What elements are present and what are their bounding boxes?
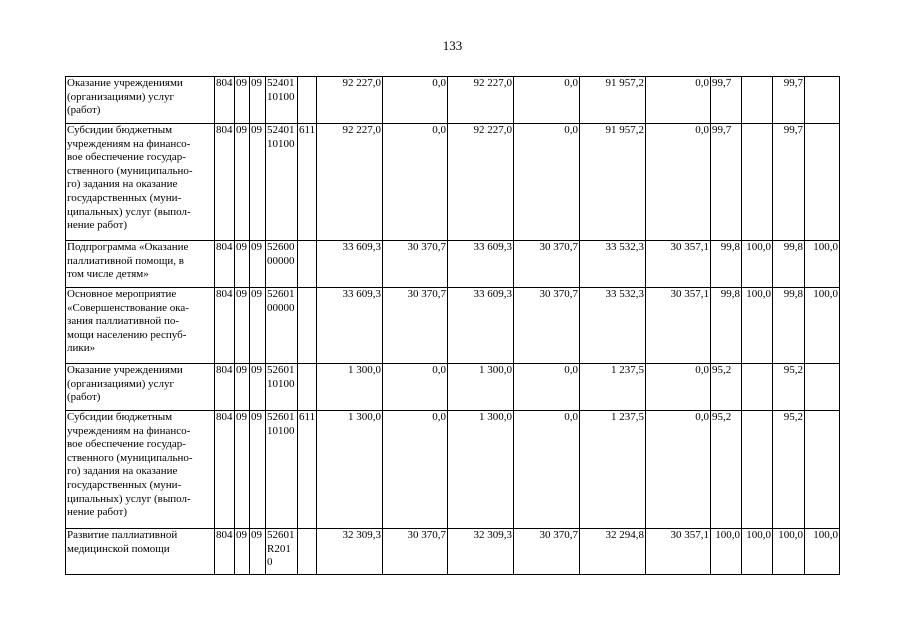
- value-cell: 0,0: [514, 124, 580, 241]
- value-cell: 1 300,0: [448, 364, 514, 411]
- percent-cell: 99,7: [773, 77, 805, 124]
- value-cell: 0,0: [646, 124, 711, 241]
- value-cell: 33 609,3: [448, 288, 514, 364]
- percent-cell: 100,0: [742, 288, 773, 364]
- pr-code-cell: 09: [250, 124, 266, 241]
- value-cell: 1 237,5: [580, 411, 646, 529]
- row-name-cell: Оказание учреждениями (организациями) услуг (работ): [66, 77, 215, 124]
- value-cell: 30 357,1: [646, 288, 711, 364]
- percent-cell: 100,0: [805, 241, 840, 288]
- vr-code-cell: [298, 364, 317, 411]
- percent-cell: 99,8: [711, 288, 742, 364]
- ved-code-cell: 804: [215, 77, 235, 124]
- vr-code-cell: [298, 241, 317, 288]
- value-cell: 0,0: [383, 411, 448, 529]
- value-cell: 30 370,7: [383, 288, 448, 364]
- table-row: [66, 241, 840, 288]
- value-cell: 30 357,1: [646, 529, 711, 575]
- vr-code-cell: 611: [298, 124, 317, 241]
- csr-code-cell: 52401 10100: [266, 124, 298, 241]
- value-cell: 33 609,3: [317, 288, 383, 364]
- value-cell: 0,0: [646, 77, 711, 124]
- percent-cell: 99,7: [711, 124, 742, 241]
- table-row: [66, 411, 840, 529]
- value-cell: 30 357,1: [646, 241, 711, 288]
- ved-code-cell: 804: [215, 288, 235, 364]
- value-cell: 0,0: [383, 364, 448, 411]
- row-name-cell: Подпрограмма «Оказание паллиативной помощи, в том числе детям»: [66, 241, 215, 288]
- row-name-cell: Оказание учреждениями (организациями) услуг (работ): [66, 364, 215, 411]
- value-cell: 32 294,8: [580, 529, 646, 575]
- percent-cell: 95,2: [711, 364, 742, 411]
- value-cell: 1 300,0: [448, 411, 514, 529]
- rz-code-cell: 09: [235, 288, 250, 364]
- value-cell: 91 957,2: [580, 77, 646, 124]
- value-cell: 33 609,3: [317, 241, 383, 288]
- csr-code-cell: 52601 00000: [266, 288, 298, 364]
- value-cell: 0,0: [646, 364, 711, 411]
- percent-cell: [805, 364, 840, 411]
- vr-code-cell: 611: [298, 411, 317, 529]
- pr-code-cell: 09: [250, 529, 266, 575]
- rz-code-cell: 09: [235, 411, 250, 529]
- value-cell: 33 609,3: [448, 241, 514, 288]
- rz-code-cell: 09: [235, 241, 250, 288]
- value-cell: 30 370,7: [514, 529, 580, 575]
- percent-cell: 95,2: [773, 411, 805, 529]
- row-name-cell: Основное мероприятие «Совершенствование ока- зания паллиативной по- мощи населению респуб- лики»: [66, 288, 215, 364]
- percent-cell: [742, 77, 773, 124]
- percent-cell: 100,0: [805, 288, 840, 364]
- ved-code-cell: 804: [215, 364, 235, 411]
- row-name-cell: Субсидии бюджетным учреждениям на финансо- вое обеспечение государ- ственного (муниципально- го) задания на оказание государственных (муни- ципальных) услуг (выпол- нение работ): [66, 124, 215, 241]
- value-cell: 30 370,7: [383, 529, 448, 575]
- rz-code-cell: 09: [235, 529, 250, 575]
- percent-cell: [805, 411, 840, 529]
- ved-code-cell: 804: [215, 241, 235, 288]
- value-cell: 0,0: [383, 124, 448, 241]
- percent-cell: 100,0: [773, 529, 805, 575]
- pr-code-cell: 09: [250, 288, 266, 364]
- value-cell: 1 300,0: [317, 364, 383, 411]
- table-row: [66, 77, 840, 124]
- pr-code-cell: 09: [250, 411, 266, 529]
- ved-code-cell: 804: [215, 124, 235, 241]
- value-cell: 0,0: [646, 411, 711, 529]
- table-row: [66, 288, 840, 364]
- value-cell: 0,0: [383, 77, 448, 124]
- table-row: [66, 364, 840, 411]
- percent-cell: [805, 77, 840, 124]
- csr-code-cell: 52601 10100: [266, 364, 298, 411]
- pr-code-cell: 09: [250, 241, 266, 288]
- rz-code-cell: 09: [235, 124, 250, 241]
- pr-code-cell: 09: [250, 77, 266, 124]
- csr-code-cell: 52600 00000: [266, 241, 298, 288]
- budget-table: [65, 76, 840, 575]
- table-row: [66, 124, 840, 241]
- percent-cell: 99,7: [773, 124, 805, 241]
- value-cell: 92 227,0: [448, 124, 514, 241]
- percent-cell: [742, 411, 773, 529]
- vr-code-cell: [298, 288, 317, 364]
- vr-code-cell: [298, 77, 317, 124]
- value-cell: 30 370,7: [514, 241, 580, 288]
- value-cell: 92 227,0: [317, 124, 383, 241]
- csr-code-cell: 52401 10100: [266, 77, 298, 124]
- percent-cell: [742, 364, 773, 411]
- value-cell: 32 309,3: [317, 529, 383, 575]
- value-cell: 33 532,3: [580, 288, 646, 364]
- value-cell: 1 300,0: [317, 411, 383, 529]
- value-cell: 30 370,7: [383, 241, 448, 288]
- percent-cell: 99,8: [711, 241, 742, 288]
- value-cell: 0,0: [514, 77, 580, 124]
- value-cell: 92 227,0: [317, 77, 383, 124]
- value-cell: 0,0: [514, 364, 580, 411]
- percent-cell: 100,0: [742, 529, 773, 575]
- value-cell: 32 309,3: [448, 529, 514, 575]
- csr-code-cell: 52601 10100: [266, 411, 298, 529]
- percent-cell: 99,8: [773, 241, 805, 288]
- percent-cell: 95,2: [711, 411, 742, 529]
- ved-code-cell: 804: [215, 411, 235, 529]
- table-body: [66, 77, 840, 575]
- value-cell: 30 370,7: [514, 288, 580, 364]
- percent-cell: 95,2: [773, 364, 805, 411]
- page-number: 133: [442, 38, 463, 53]
- csr-code-cell: 52601 R201 0: [266, 529, 298, 575]
- value-cell: 92 227,0: [448, 77, 514, 124]
- rz-code-cell: 09: [235, 77, 250, 124]
- value-cell: 0,0: [514, 411, 580, 529]
- percent-cell: [805, 124, 840, 241]
- percent-cell: 99,7: [711, 77, 742, 124]
- value-cell: 33 532,3: [580, 241, 646, 288]
- row-name-cell: Субсидии бюджетным учреждениям на финансо- вое обеспечение государ- ственного (муниципально- го) задания на оказание государственных (муни- ципальных) услуг (выпол- нение работ): [66, 411, 215, 529]
- percent-cell: [742, 124, 773, 241]
- rz-code-cell: 09: [235, 364, 250, 411]
- value-cell: 1 237,5: [580, 364, 646, 411]
- percent-cell: 100,0: [805, 529, 840, 575]
- percent-cell: 100,0: [711, 529, 742, 575]
- percent-cell: 100,0: [742, 241, 773, 288]
- vr-code-cell: [298, 529, 317, 575]
- row-name-cell: Развитие паллиативной медицинской помощи: [66, 529, 215, 575]
- percent-cell: 99,8: [773, 288, 805, 364]
- value-cell: 91 957,2: [580, 124, 646, 241]
- ved-code-cell: 804: [215, 529, 235, 575]
- table-row: [66, 529, 840, 575]
- pr-code-cell: 09: [250, 364, 266, 411]
